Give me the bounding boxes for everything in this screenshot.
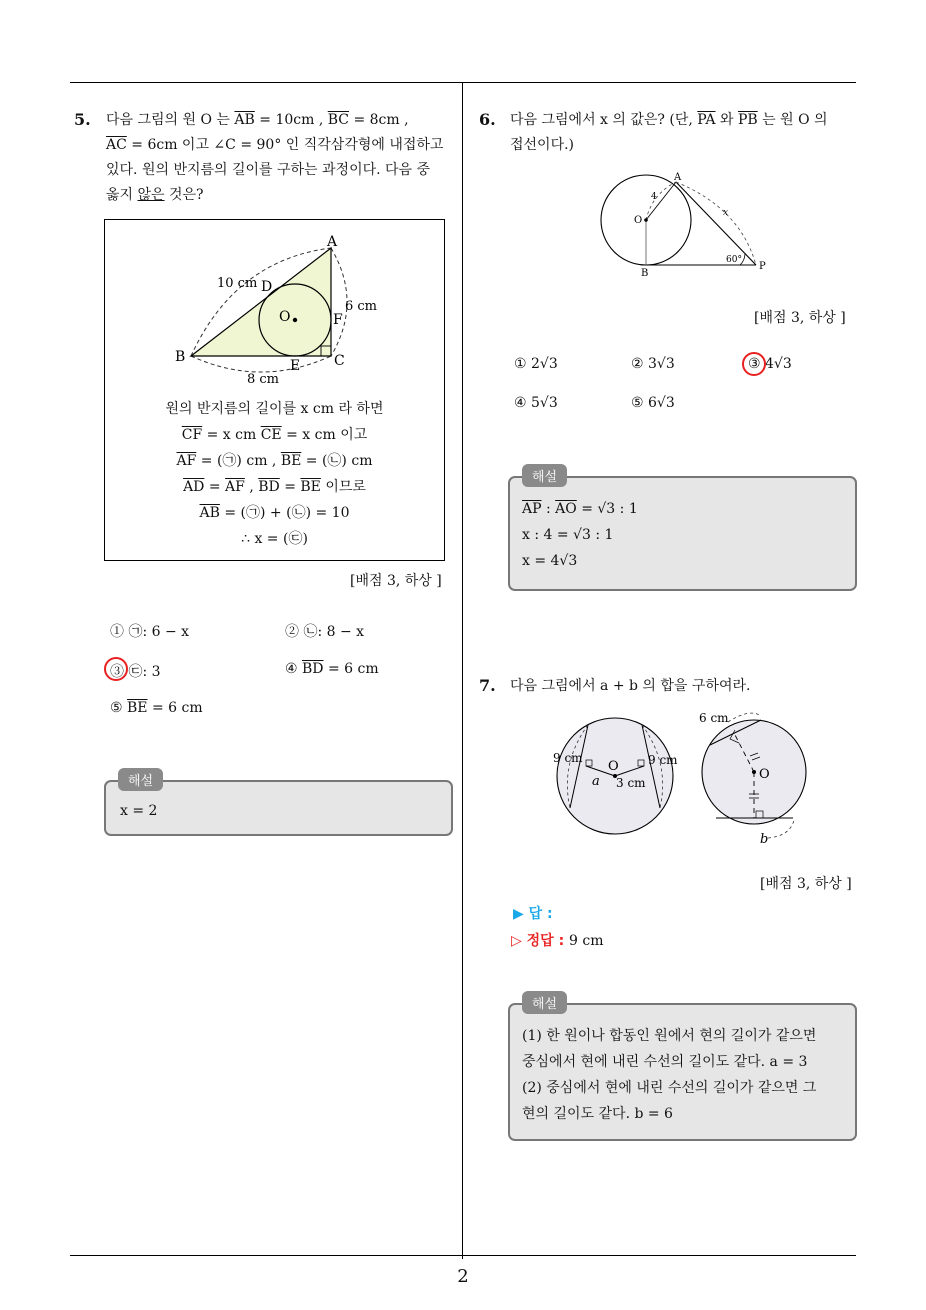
q5-label-c: C: [334, 353, 345, 369]
q6-option-3[interactable]: ③ 4√3: [748, 356, 792, 372]
q5-option-2[interactable]: ② ㉡: 8 − x: [285, 624, 365, 640]
q5-process-l1: 원의 반지름의 길이를 x cm 라 하면: [165, 401, 384, 417]
q7-exp-line-3: (2) 중심에서 현에 내린 수선의 길이가 같으면 그: [522, 1080, 817, 1096]
q5-label-e: E: [290, 358, 301, 374]
q7-label-a: a: [592, 774, 600, 789]
q6-answer-circle: [742, 352, 766, 376]
q5-line-4: 옳지 않은 것은?: [106, 187, 204, 203]
q6-option-5[interactable]: ⑤ 6√3: [631, 395, 675, 411]
q5-process-l3: $\overline{AF}$ = (㉠) cm , $\overline{BE}$ = (㉡) cm: [176, 453, 373, 469]
q5-explanation-tag: 해설: [118, 768, 163, 791]
q5-triangle-figure: [105, 220, 446, 385]
q7-exp-line-4: 현의 길이도 같다. b = 6: [522, 1106, 673, 1122]
q7-label-b: b: [760, 832, 769, 847]
q5-answer-circle: [104, 657, 128, 681]
q5-process-l5: $\overline{AB}$ = (㉠) + (㉡) = 10: [199, 505, 350, 521]
q5-label-b: B: [175, 349, 186, 365]
q7-chords-figure: [550, 708, 825, 853]
q5-option-4[interactable]: ④ $\overline{BD} = 6$ cm: [285, 661, 379, 677]
q7-label-o2: O: [759, 767, 770, 782]
q5-option-1[interactable]: ① ㉠: 6 − x: [110, 624, 190, 640]
q5-line-1: 다음 그림의 원 O 는 $\overline{AB} = 10cm$ , $\overline{BC} = 8cm$ ,: [106, 112, 409, 128]
bottom-rule: [70, 1255, 856, 1256]
q7-len-9-left: 9 cm: [553, 751, 583, 765]
q6-number: 6.: [479, 110, 496, 129]
q7-correct-label: ▷ 정답 :: [511, 933, 565, 949]
q7-len-3: 3 cm: [616, 776, 646, 790]
q5-explanation-text: x = 2: [120, 803, 158, 819]
q7-answer-label: ▶ 답 :: [513, 906, 553, 922]
q6-line-2: 접선이다.): [510, 137, 575, 153]
q7-number: 7.: [479, 676, 496, 695]
q7-score: [배점 3, 하상 ]: [760, 876, 852, 892]
column-divider: [462, 82, 463, 1259]
q5-option-5[interactable]: ⑤ $\overline{BE} = 6$ cm: [110, 700, 203, 716]
q7-explanation-tag: 해설: [522, 991, 567, 1014]
q5-label-a: A: [327, 234, 338, 250]
q6-angle: 60°: [726, 255, 742, 265]
q6-exp-line-1: $\overline{AP}$ : $\overline{AO} = √3$ : 1: [522, 501, 638, 517]
q7-exp-line-2: 중심에서 현에 내린 수선의 길이도 같다. a = 3: [522, 1054, 808, 1070]
q7-len-9-right: 9 cm: [648, 753, 678, 767]
q7-len-6: 6 cm: [699, 711, 729, 725]
q5-score: [배점 3, 하상 ]: [350, 573, 442, 589]
q5-question-text: [106, 108, 456, 208]
q5-process-l4: $\overline{AD} = \overline{AF}$ , $\overline{BD} = \overline{BE}$ 이므로: [183, 479, 366, 495]
q6-exp-line-2: x : 4 = √3 : 1: [522, 527, 614, 543]
q5-option-3[interactable]: ③ ㉢: 3: [110, 664, 161, 680]
q5-figure-box: [104, 219, 445, 561]
q6-tangent-figure: [590, 168, 780, 280]
top-rule: [70, 82, 856, 83]
q6-option-1[interactable]: ① 2√3: [514, 356, 558, 372]
q6-exp-line-3: x = 4√3: [522, 553, 578, 569]
q5-process-l2: $\overline{CF} = x$ cm $\overline{CE} = x$ cm 이고: [181, 427, 368, 443]
q6-option-4[interactable]: ④ 5√3: [514, 395, 558, 411]
q7-label-o1: O: [608, 759, 619, 774]
q7-question-text: 다음 그림에서 a + b 의 합을 구하여라.: [510, 678, 751, 694]
q6-label-o: O: [634, 215, 643, 226]
q6-len-4: 4: [651, 192, 657, 202]
q6-explanation-box: [508, 476, 857, 591]
q7-exp-line-1: (1) 한 원이나 합동인 원에서 현의 길이가 같으면: [522, 1028, 817, 1044]
q7-explanation-text: [522, 1023, 852, 1127]
q6-len-x: x: [723, 208, 729, 218]
q5-len-ac: 6 cm: [345, 299, 378, 314]
page-number: 2: [457, 1266, 469, 1287]
q5-len-bc: 8 cm: [247, 372, 280, 385]
q5-len-ab: 10 cm: [217, 276, 258, 291]
q5-label-o: O: [279, 309, 291, 325]
q5-line-3: 있다. 원의 반지름의 길이를 구하는 과정이다. 다음 중: [106, 162, 431, 178]
q7-correct-value: 9 cm: [569, 933, 604, 949]
q6-option-2[interactable]: ② 3√3: [631, 356, 675, 372]
q5-line-2: $\overline{AC} = 6cm$ 이고 ∠C = 90° 인 직각삼각형에 내접하고: [106, 137, 444, 153]
q7-explanation-box: [508, 1003, 857, 1141]
q6-label-p: P: [759, 261, 766, 272]
q6-explanation-tag: 해설: [522, 464, 567, 487]
q6-question-text: [510, 108, 860, 158]
q6-score: [배점 3, 하상 ]: [754, 310, 846, 326]
q6-explanation-text: [522, 496, 638, 574]
q5-number: 5.: [74, 110, 91, 129]
q5-process-l6: ∴ x = (㉢): [241, 531, 308, 547]
q6-line-1: 다음 그림에서 x 의 값은? (단, $\overline{PA}$ 와 $\overline{PB}$ 는 원 O 의: [510, 112, 828, 128]
q6-label-b: B: [641, 268, 649, 279]
q7-correct-answer: [511, 930, 604, 950]
q5-label-d: D: [261, 279, 273, 295]
q5-label-f: F: [333, 312, 343, 328]
q6-label-a: A: [674, 172, 682, 183]
